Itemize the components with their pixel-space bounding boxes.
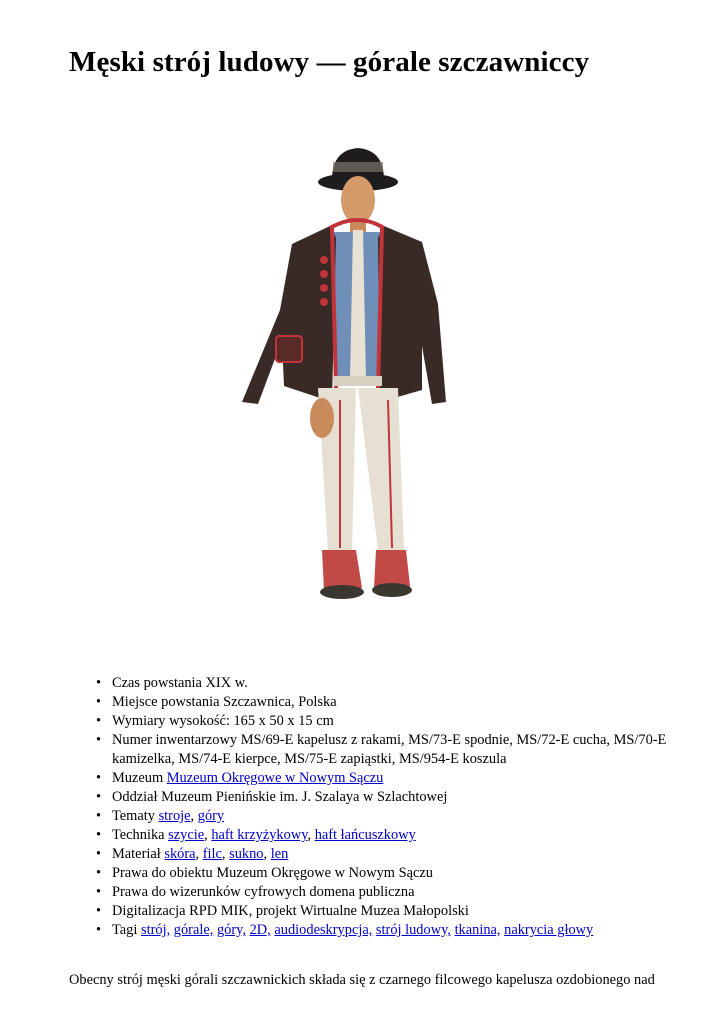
technique-link[interactable]: szycie — [168, 827, 205, 843]
tag-link[interactable]: góry, — [216, 922, 246, 938]
meta-label: Tematy — [112, 808, 155, 824]
meta-value: Muzeum Okręgowe w Nowym Sączu — [216, 865, 433, 881]
meta-item — [96, 712, 696, 731]
meta-item — [96, 731, 696, 769]
meta-label: Digitalizacja — [112, 903, 186, 919]
meta-value: Muzeum Pienińskie im. J. Szalaya w Szlachtowej — [161, 789, 448, 805]
tag-link[interactable]: audiodeskrypcja, — [274, 922, 373, 938]
meta-label: Czas powstania — [112, 675, 202, 691]
belt — [334, 376, 382, 386]
meta-label: Oddział — [112, 789, 158, 805]
meta-item — [96, 864, 696, 883]
meta-label: Miejsce powstania — [112, 694, 220, 710]
meta-item: • Tematy stroje, góry — [96, 807, 696, 826]
meta-label: Prawa do obiektu — [112, 865, 213, 881]
tag-link[interactable]: tkanina, — [454, 922, 501, 938]
meta-value: RPD MIK, projekt Wirtualne Muzea Małopolski — [189, 903, 469, 919]
tag-link[interactable]: górale, — [173, 922, 214, 938]
meta-item: • Technika szycie, haft krzyżykowy, haft łańcuszkowy — [96, 826, 696, 845]
material-link[interactable]: skóra — [164, 846, 196, 862]
topic-link[interactable]: góry — [197, 808, 225, 824]
tag-link[interactable]: strój, — [140, 922, 171, 938]
meta-label: Wymiary — [112, 713, 166, 729]
jacket-pocket — [276, 336, 302, 362]
tag-link[interactable]: nakrycia głowy — [504, 922, 594, 938]
meta-value: Szczawnica, Polska — [223, 694, 337, 710]
intro-paragraph: Obecny strój męski górali szczawnickich składa się z czarnego filcowego kapelusza ozdobionego nad — [69, 972, 655, 989]
meta-item — [96, 921, 696, 940]
meta-item — [96, 674, 696, 693]
meta-item: • Materiał skóra, filc, sukno, len — [96, 845, 696, 864]
costume-photo — [232, 140, 452, 610]
meta-item — [96, 693, 696, 712]
material-link[interactable]: len — [270, 846, 289, 862]
meta-label: Materiał — [112, 846, 161, 862]
meta-label: Tagi — [112, 922, 138, 938]
tag-link[interactable]: strój ludowy, — [375, 922, 451, 938]
shoe-sole-right — [372, 583, 412, 597]
trouser-leg-right — [358, 388, 404, 550]
meta-label: Numer inwentarzowy — [112, 732, 238, 748]
costume-illustration — [232, 140, 452, 610]
page-title: Męski strój ludowy — górale szczawniccy — [69, 46, 590, 78]
meta-value: MS/69-E kapelusz z rakami, MS/73-E spodnie, MS/72-E cucha, MS/70-E kamizelka, MS/74-E kierpce, MS/75-E zapiąstki, MS/954-E koszula — [112, 732, 667, 767]
meta-item — [96, 902, 696, 921]
mannequin-hand — [310, 398, 334, 438]
meta-item — [96, 883, 696, 902]
meta-item — [96, 769, 696, 788]
technique-link[interactable]: haft krzyżykowy — [211, 827, 308, 843]
meta-label: Prawa do wizerunków cyfrowych — [112, 884, 306, 900]
mannequin-head — [341, 176, 375, 224]
meta-value: domena publiczna — [309, 884, 415, 900]
topic-link[interactable]: stroje — [158, 808, 191, 824]
technique-link[interactable]: haft łańcuszkowy — [314, 827, 416, 843]
meta-label: Technika — [112, 827, 165, 843]
tag-link[interactable]: 2D, — [249, 922, 271, 938]
meta-label: Muzeum — [112, 770, 164, 786]
meta-item — [96, 788, 696, 807]
metadata-list — [96, 674, 696, 940]
jacket-right — [378, 226, 446, 404]
material-link[interactable]: filc — [202, 846, 222, 862]
meta-value: wysokość: 165 x 50 x 15 cm — [169, 713, 334, 729]
museum-link[interactable]: Muzeum Okręgowe w Nowym Sączu — [166, 770, 384, 786]
hat-band — [333, 162, 383, 172]
shoe-sole-left — [320, 585, 364, 599]
material-link[interactable]: sukno — [229, 846, 264, 862]
jacket-left — [242, 226, 336, 404]
meta-value: XIX w. — [205, 675, 248, 691]
